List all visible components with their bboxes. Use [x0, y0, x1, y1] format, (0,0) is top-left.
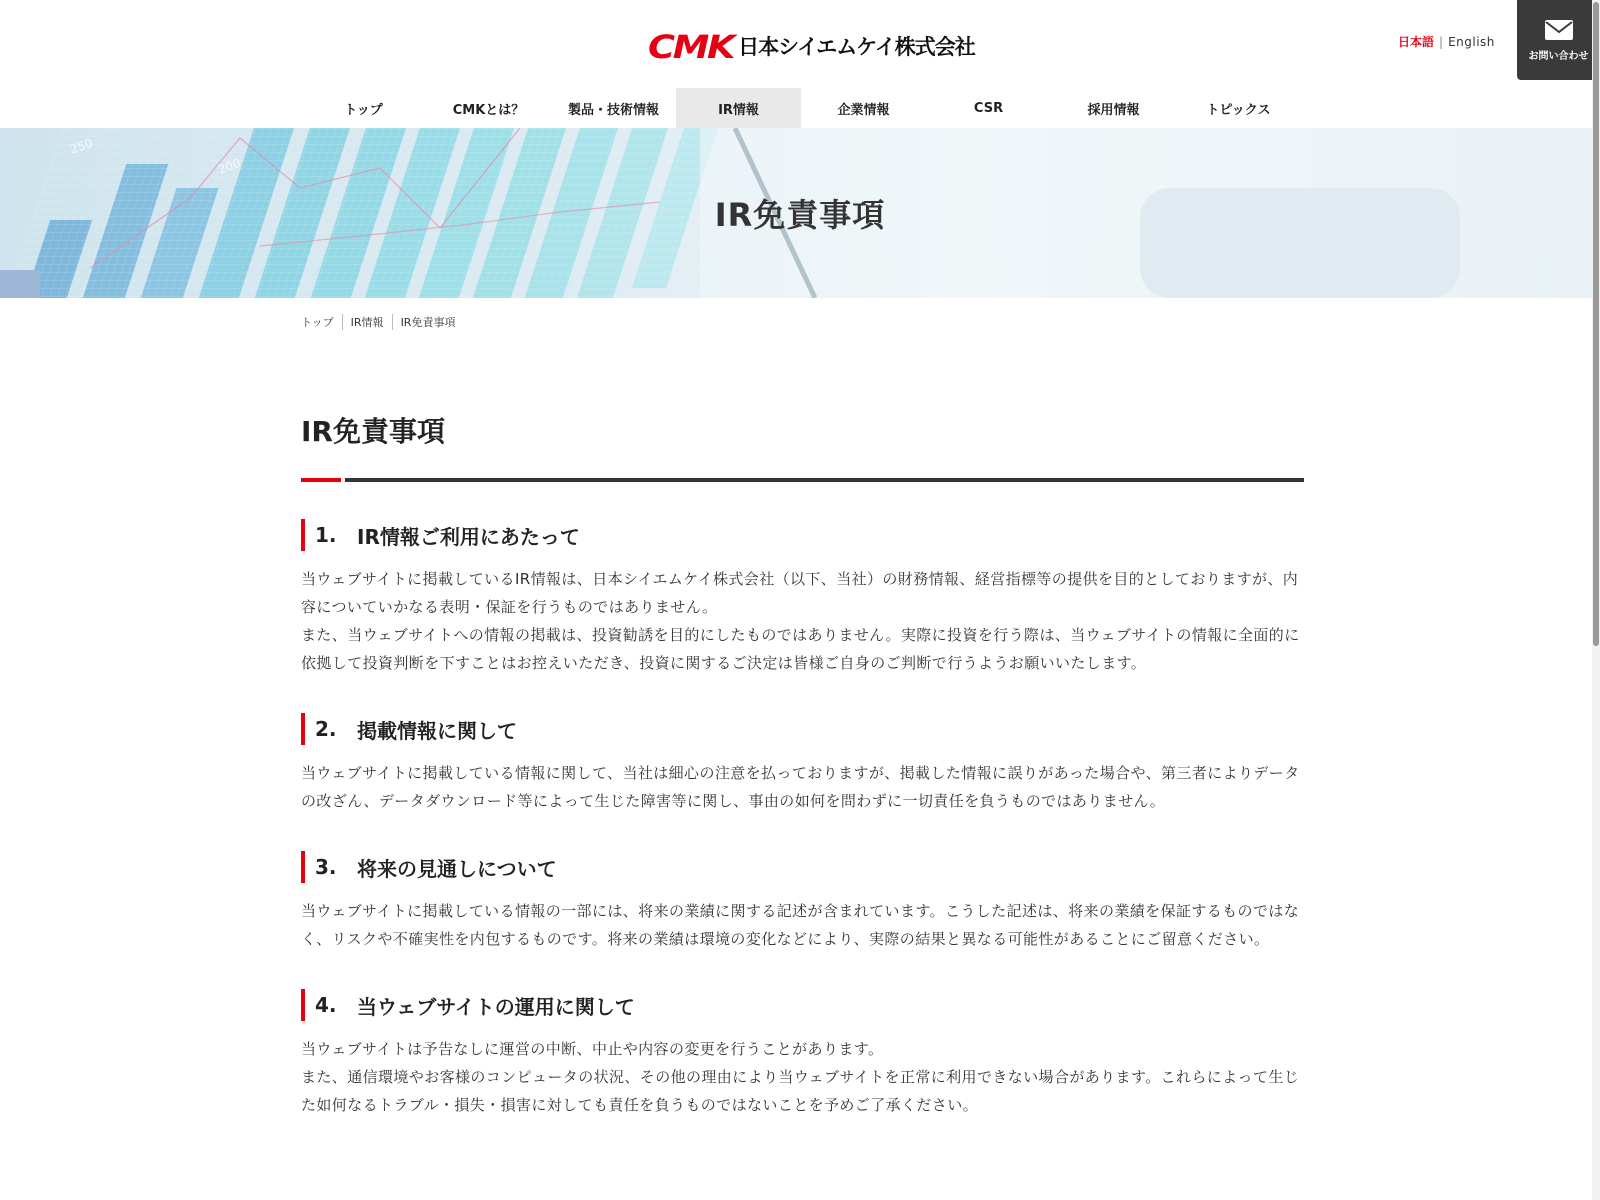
section-title: 当ウェブサイトの運用に関して [357, 994, 635, 1019]
nav-item-company[interactable]: 企業情報 [837, 102, 890, 118]
lang-english-link[interactable]: English [1448, 34, 1495, 49]
section-body [301, 1035, 1304, 1119]
section-heading [301, 713, 1304, 745]
section-body [301, 565, 1304, 677]
banner-chart-label-250: 250 [68, 135, 95, 157]
breadcrumb-separator [392, 314, 393, 330]
nav-item-csr[interactable]: CSR [973, 100, 1004, 116]
contact-button[interactable] [1517, 0, 1600, 80]
breadcrumb-item-ir[interactable]: IR情報 [350, 316, 384, 329]
scrollbar-thumb[interactable] [1593, 2, 1599, 646]
global-nav [301, 88, 1301, 128]
section-title: 将来の見通しについて [357, 856, 557, 881]
mail-icon [1544, 19, 1574, 41]
banner-title: IR免責事項 [714, 196, 886, 234]
section-number: 1. [315, 523, 337, 547]
nav-item-top[interactable]: トップ [344, 102, 383, 118]
section-heading [301, 989, 1304, 1021]
logo-mark: CMK [648, 28, 734, 66]
section-number: 4. [315, 993, 337, 1017]
breadcrumb [301, 314, 455, 330]
page-banner [0, 128, 1600, 298]
page-scrollbar[interactable] [1592, 0, 1600, 1200]
section-heading [301, 519, 1304, 551]
page-title: IR免責事項 [301, 415, 445, 448]
language-switcher [1398, 33, 1495, 50]
lang-separator: | [1439, 34, 1444, 49]
nav-item-ir[interactable]: IR情報 [676, 88, 801, 128]
breadcrumb-item-current: IR免責事項 [400, 316, 456, 329]
banner-chart-label-200: 200 [216, 155, 243, 177]
section-title: IR情報ご利用にあたって [357, 524, 580, 549]
section-body [301, 759, 1304, 815]
section-number: 3. [315, 855, 337, 879]
company-logo[interactable] [648, 30, 975, 64]
title-underline-accent [301, 478, 341, 482]
section-site-operation [301, 989, 1304, 1119]
section-posted-info [301, 713, 1304, 815]
paragraph: また、通信環境やお客様のコンピュータの状況、その他の理由により当ウェブサイトを正常に利用できない場合があります。これらによって生じた如何なるトラブル・損失・損害に対しても責任を負うものではないことを予めご了承ください。 [301, 1068, 1300, 1114]
main-content [301, 410, 1304, 1119]
paragraph: また、当ウェブサイトへの情報の掲載は、投資勧誘を目的にしたものではありません。実際に投資を行う際は、当ウェブサイトの情報に全面的に依拠して投資判断を下すことはお控えいただき、投資に関するご決定は皆様ご自身のご判断で行うようお願いいたします。 [301, 626, 1300, 672]
site-header [0, 0, 1600, 128]
section-heading [301, 851, 1304, 883]
breadcrumb-item-top[interactable]: トップ [301, 316, 334, 329]
nav-item-about[interactable]: CMKとは？ [452, 102, 525, 118]
lang-japanese-link[interactable]: 日本語 [1398, 35, 1435, 49]
title-underline [301, 478, 1304, 482]
contact-label: お問い合わせ [1528, 50, 1589, 62]
logo-company-name: 日本シイエムケイ株式会社 [738, 35, 975, 59]
paragraph: 当ウェブサイトに掲載している情報の一部には、将来の業績に関する記述が含まれています。こうした記述は、将来の業績を保証するものではなく、リスクや不確実性を内包するものです。将来の業績は環境の変化などにより、実際の結果と異なる可能性があることにご留意ください。 [301, 902, 1300, 948]
paragraph: 当ウェブサイトに掲載している情報に関して、当社は細心の注意を払っておりますが、掲載した情報に誤りがあった場合や、第三者によりデータの改ざん、データダウンロード等によって生じた障害等に関し、事由の如何を問わずに一切責任を負うものではありません。 [301, 764, 1300, 810]
nav-item-recruit[interactable]: 採用情報 [1087, 102, 1140, 118]
paragraph: 当ウェブサイトは予告なしに運営の中断、中止や内容の変更を行うことがあります。 [301, 1040, 884, 1058]
nav-item-topics[interactable]: トピックス [1206, 102, 1271, 118]
nav-item-products[interactable]: 製品・技術情報 [567, 102, 659, 118]
section-number: 2. [315, 717, 337, 741]
paragraph: 当ウェブサイトに掲載しているIR情報は、日本シイエムケイ株式会社（以下、当社）の財務情報、経営指標等の提供を目的としておりますが、内容についていかなる表明・保証を行うものではありません。 [301, 570, 1299, 616]
section-ir-usage [301, 519, 1304, 677]
section-body [301, 897, 1304, 953]
section-title: 掲載情報に関して [357, 718, 517, 743]
section-forward-looking [301, 851, 1304, 953]
breadcrumb-separator [342, 314, 343, 330]
title-underline-bar [345, 478, 1304, 482]
